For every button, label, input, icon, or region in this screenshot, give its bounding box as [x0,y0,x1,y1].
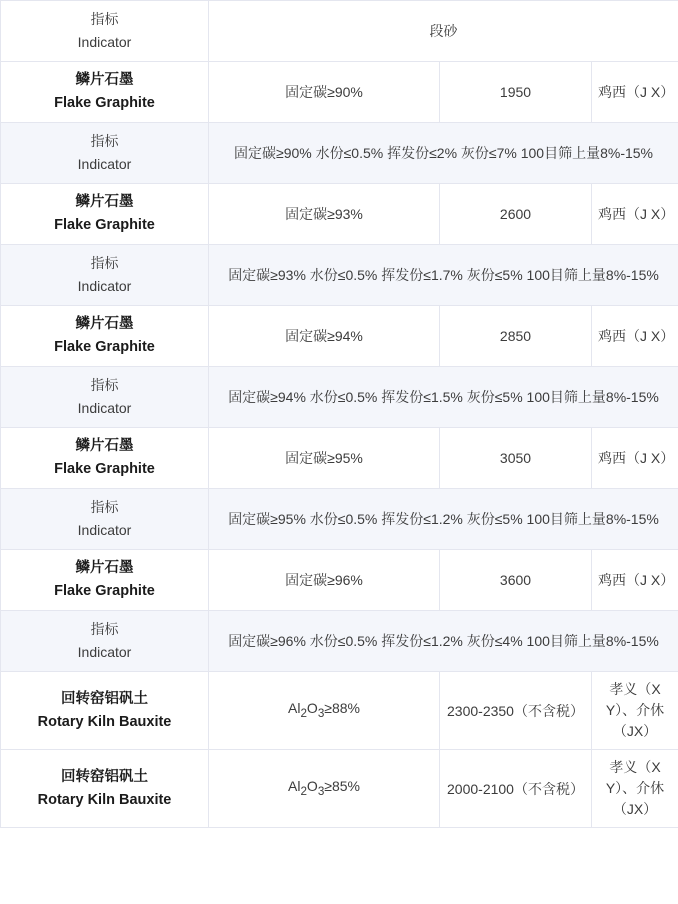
cell-indicator-detail: 固定碳≥90% 水份≤0.5% 挥发份≤2% 灰份≤7% 100目筛上量8%-15% [209,123,678,184]
table-row [1,123,678,184]
cell-spec: 固定碳≥93% [209,184,440,245]
product-name-zh: 回转窑铝矾土 [61,768,148,785]
cell-origin: 鸡西（J X） [592,306,678,367]
indicator-label-zh: 指标 [90,377,119,393]
cell-price: 3050 [440,428,592,489]
cell-product-name [1,184,209,245]
indicator-label-en: Indicator [77,278,132,294]
product-name-en: Rotary Kiln Bauxite [37,713,172,730]
product-name-zh: 鳞片石墨 [75,560,134,576]
table-row [1,245,678,306]
cell-product-name [1,672,209,750]
indicator-label-en: Indicator [77,400,132,416]
table-row [1,62,678,123]
cell-indicator-detail: 固定碳≥94% 水份≤0.5% 挥发份≤1.5% 灰份≤5% 100目筛上量8%-15% [209,367,678,428]
cell-product-name [1,306,209,367]
cell-spec: 固定碳≥96% [209,550,440,611]
cell-indicator-label [1,367,209,428]
indicator-label-en: Indicator [77,156,132,172]
product-name-en: Rotary Kiln Bauxite [37,791,172,808]
cell-origin: 孝义（X Y）、介休（JX） [592,672,678,750]
cell-price: 2300-2350（不含税） [440,672,592,750]
cell-origin: 鸡西（J X） [592,62,678,123]
indicator-label-zh: 指标 [90,621,119,637]
cell-product-name [1,62,209,123]
product-name-zh: 鳞片石墨 [75,438,134,454]
table-row [1,367,678,428]
cell-origin: 孝义（X Y）、介休（JX） [592,750,678,828]
table-row [1,184,678,245]
cell-indicator-detail: 固定碳≥95% 水份≤0.5% 挥发份≤1.2% 灰份≤5% 100目筛上量8%-15% [209,489,678,550]
cell-spec: 固定碳≥94% [209,306,440,367]
indicator-label-en: Indicator [77,522,132,538]
product-name-en: Flake Graphite [54,461,155,477]
cell-merged-value: 段砂 [209,1,678,62]
price-table-body [1,1,678,828]
cell-spec: 固定碳≥90% [209,62,440,123]
indicator-label-en: Indicator [77,644,132,660]
indicator-label-zh: 指标 [90,499,119,515]
product-name-zh: 鳞片石墨 [75,316,134,332]
table-row [1,611,678,672]
cell-indicator-label [1,245,209,306]
cell-price: 2850 [440,306,592,367]
indicator-label-en: Indicator [77,34,132,50]
table-row [1,550,678,611]
product-name-zh: 鳞片石墨 [75,72,134,88]
table-row [1,489,678,550]
cell-price: 2000-2100（不含税） [440,750,592,828]
cell-product-name [1,750,209,828]
table-row-header [1,1,678,62]
cell-indicator-label [1,123,209,184]
product-name-en: Flake Graphite [54,339,155,355]
cell-origin: 鸡西（J X） [592,184,678,245]
cell-product-name [1,550,209,611]
table-row [1,306,678,367]
cell-indicator-detail: 固定碳≥93% 水份≤0.5% 挥发份≤1.7% 灰份≤5% 100目筛上量8%-15% [209,245,678,306]
cell-origin: 鸡西（J X） [592,428,678,489]
indicator-label-zh: 指标 [90,255,119,271]
cell-spec: $Al_2O_3\ge 85\%$ [209,750,440,828]
table-row [1,672,678,750]
product-name-en: Flake Graphite [54,217,155,233]
cell-indicator-label [1,1,209,62]
cell-price: 2600 [440,184,592,245]
product-name-zh: 回转窑铝矾土 [61,690,148,707]
product-name-en: Flake Graphite [54,95,155,111]
cell-indicator-label [1,611,209,672]
indicator-label-zh: 指标 [90,133,119,149]
cell-indicator-detail: 固定碳≥96% 水份≤0.5% 挥发份≤1.2% 灰份≤4% 100目筛上量8%-15% [209,611,678,672]
cell-indicator-label [1,489,209,550]
cell-origin: 鸡西（J X） [592,550,678,611]
cell-price: 3600 [440,550,592,611]
indicator-label-zh: 指标 [90,11,119,27]
cell-spec: $Al_2O_3\ge 88\%$ [209,672,440,750]
cell-price: 1950 [440,62,592,123]
table-row [1,750,678,828]
product-name-zh: 鳞片石墨 [75,194,134,210]
product-name-en: Flake Graphite [54,583,155,599]
cell-product-name [1,428,209,489]
table-row [1,428,678,489]
cell-spec: 固定碳≥95% [209,428,440,489]
